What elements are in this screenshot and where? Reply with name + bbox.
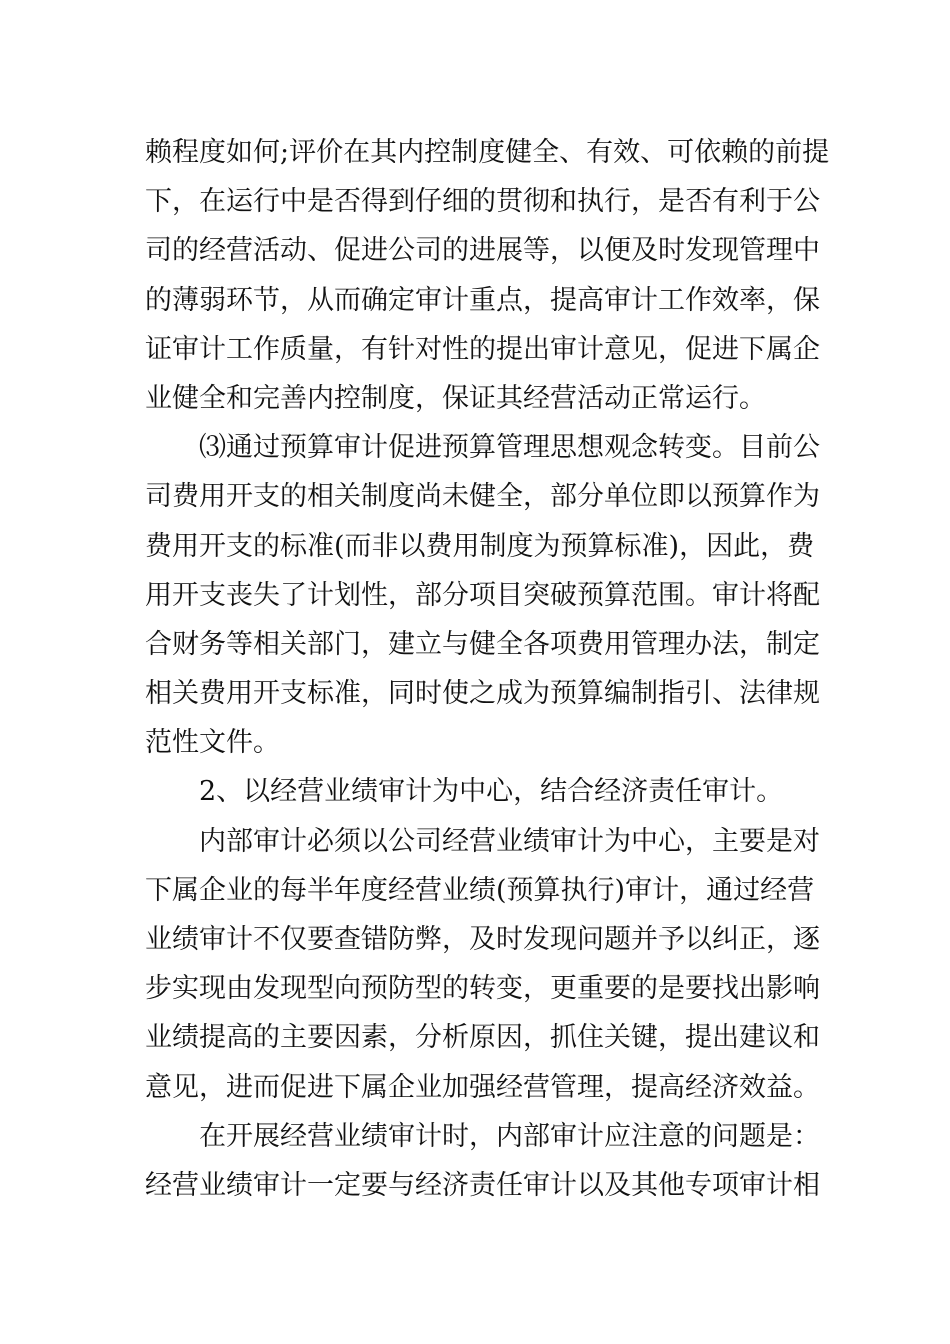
text-line: 的薄弱环节，从而确定审计重点，提高审计工作效率，保 <box>145 284 820 316</box>
text-line: 赖程度如何;评价在其内控制度健全、有效、可依赖的前提 <box>145 137 830 168</box>
text-line: 证审计工作质量，有针对性的提出审计意见，促进下属企 <box>145 333 820 365</box>
document-body <box>145 128 830 1210</box>
paragraph-performance-audit <box>145 817 820 1112</box>
paragraph-audit-issues <box>145 1112 820 1210</box>
paragraph-budget-audit <box>145 423 820 767</box>
text-line: 经营业绩审计一定要与经济责任审计以及其他专项审计相 <box>145 1169 820 1201</box>
text-line: 业绩审计不仅要查错防弊，及时发现问题并予以纠正，逐 <box>145 924 820 955</box>
text-line: 下，在运行中是否得到仔细的贯彻和执行，是否有利于公 <box>145 186 820 218</box>
text-line: 内部审计必须以公司经营业绩审计为中心，主要是对 <box>199 825 820 857</box>
text-line: 相关费用开支标准，同时使之成为预算编制指引、法律规 <box>145 678 820 710</box>
text-line: 司的经营活动、促进公司的进展等，以便及时发现管理中 <box>145 235 820 267</box>
text-line: 业健全和完善内控制度，保证其经营活动正常运行。 <box>145 382 766 414</box>
text-line: 范性文件。 <box>145 727 280 759</box>
text-line: 费用开支的标准(而非以费用制度为预算标准)，因此，费 <box>145 530 815 562</box>
text-line: 业绩提高的主要因素，分析原因，抓住关键，提出建议和 <box>145 1022 820 1054</box>
text-line: 意见，进而促进下属企业加强经营管理，提高经济效益。 <box>145 1071 820 1103</box>
text-line: 在开展经营业绩审计时，内部审计应注意的问题是： <box>199 1120 820 1152</box>
text-line: 步实现由发现型向预防型的转变，更重要的是要找出影响 <box>145 973 820 1005</box>
paragraph-internal-control <box>145 128 830 423</box>
text-line: 下属企业的每半年度经营业绩(预算执行)审计，通过经营 <box>145 874 815 906</box>
text-line: 用开支丧失了计划性，部分项目突破预算范围。审计将配 <box>145 579 820 611</box>
text-line: 合财务等相关部门，建立与健全各项费用管理办法，制定 <box>145 628 820 660</box>
section-heading <box>145 767 810 816</box>
text-line: 2、以经营业绩审计为中心，结合经济责任审计。 <box>199 776 784 808</box>
text-line: ⑶通过预算审计促进预算管理思想观念转变。目前公 <box>199 432 820 464</box>
text-line: 司费用开支的相关制度尚未健全，部分单位即以预算作为 <box>145 481 820 513</box>
